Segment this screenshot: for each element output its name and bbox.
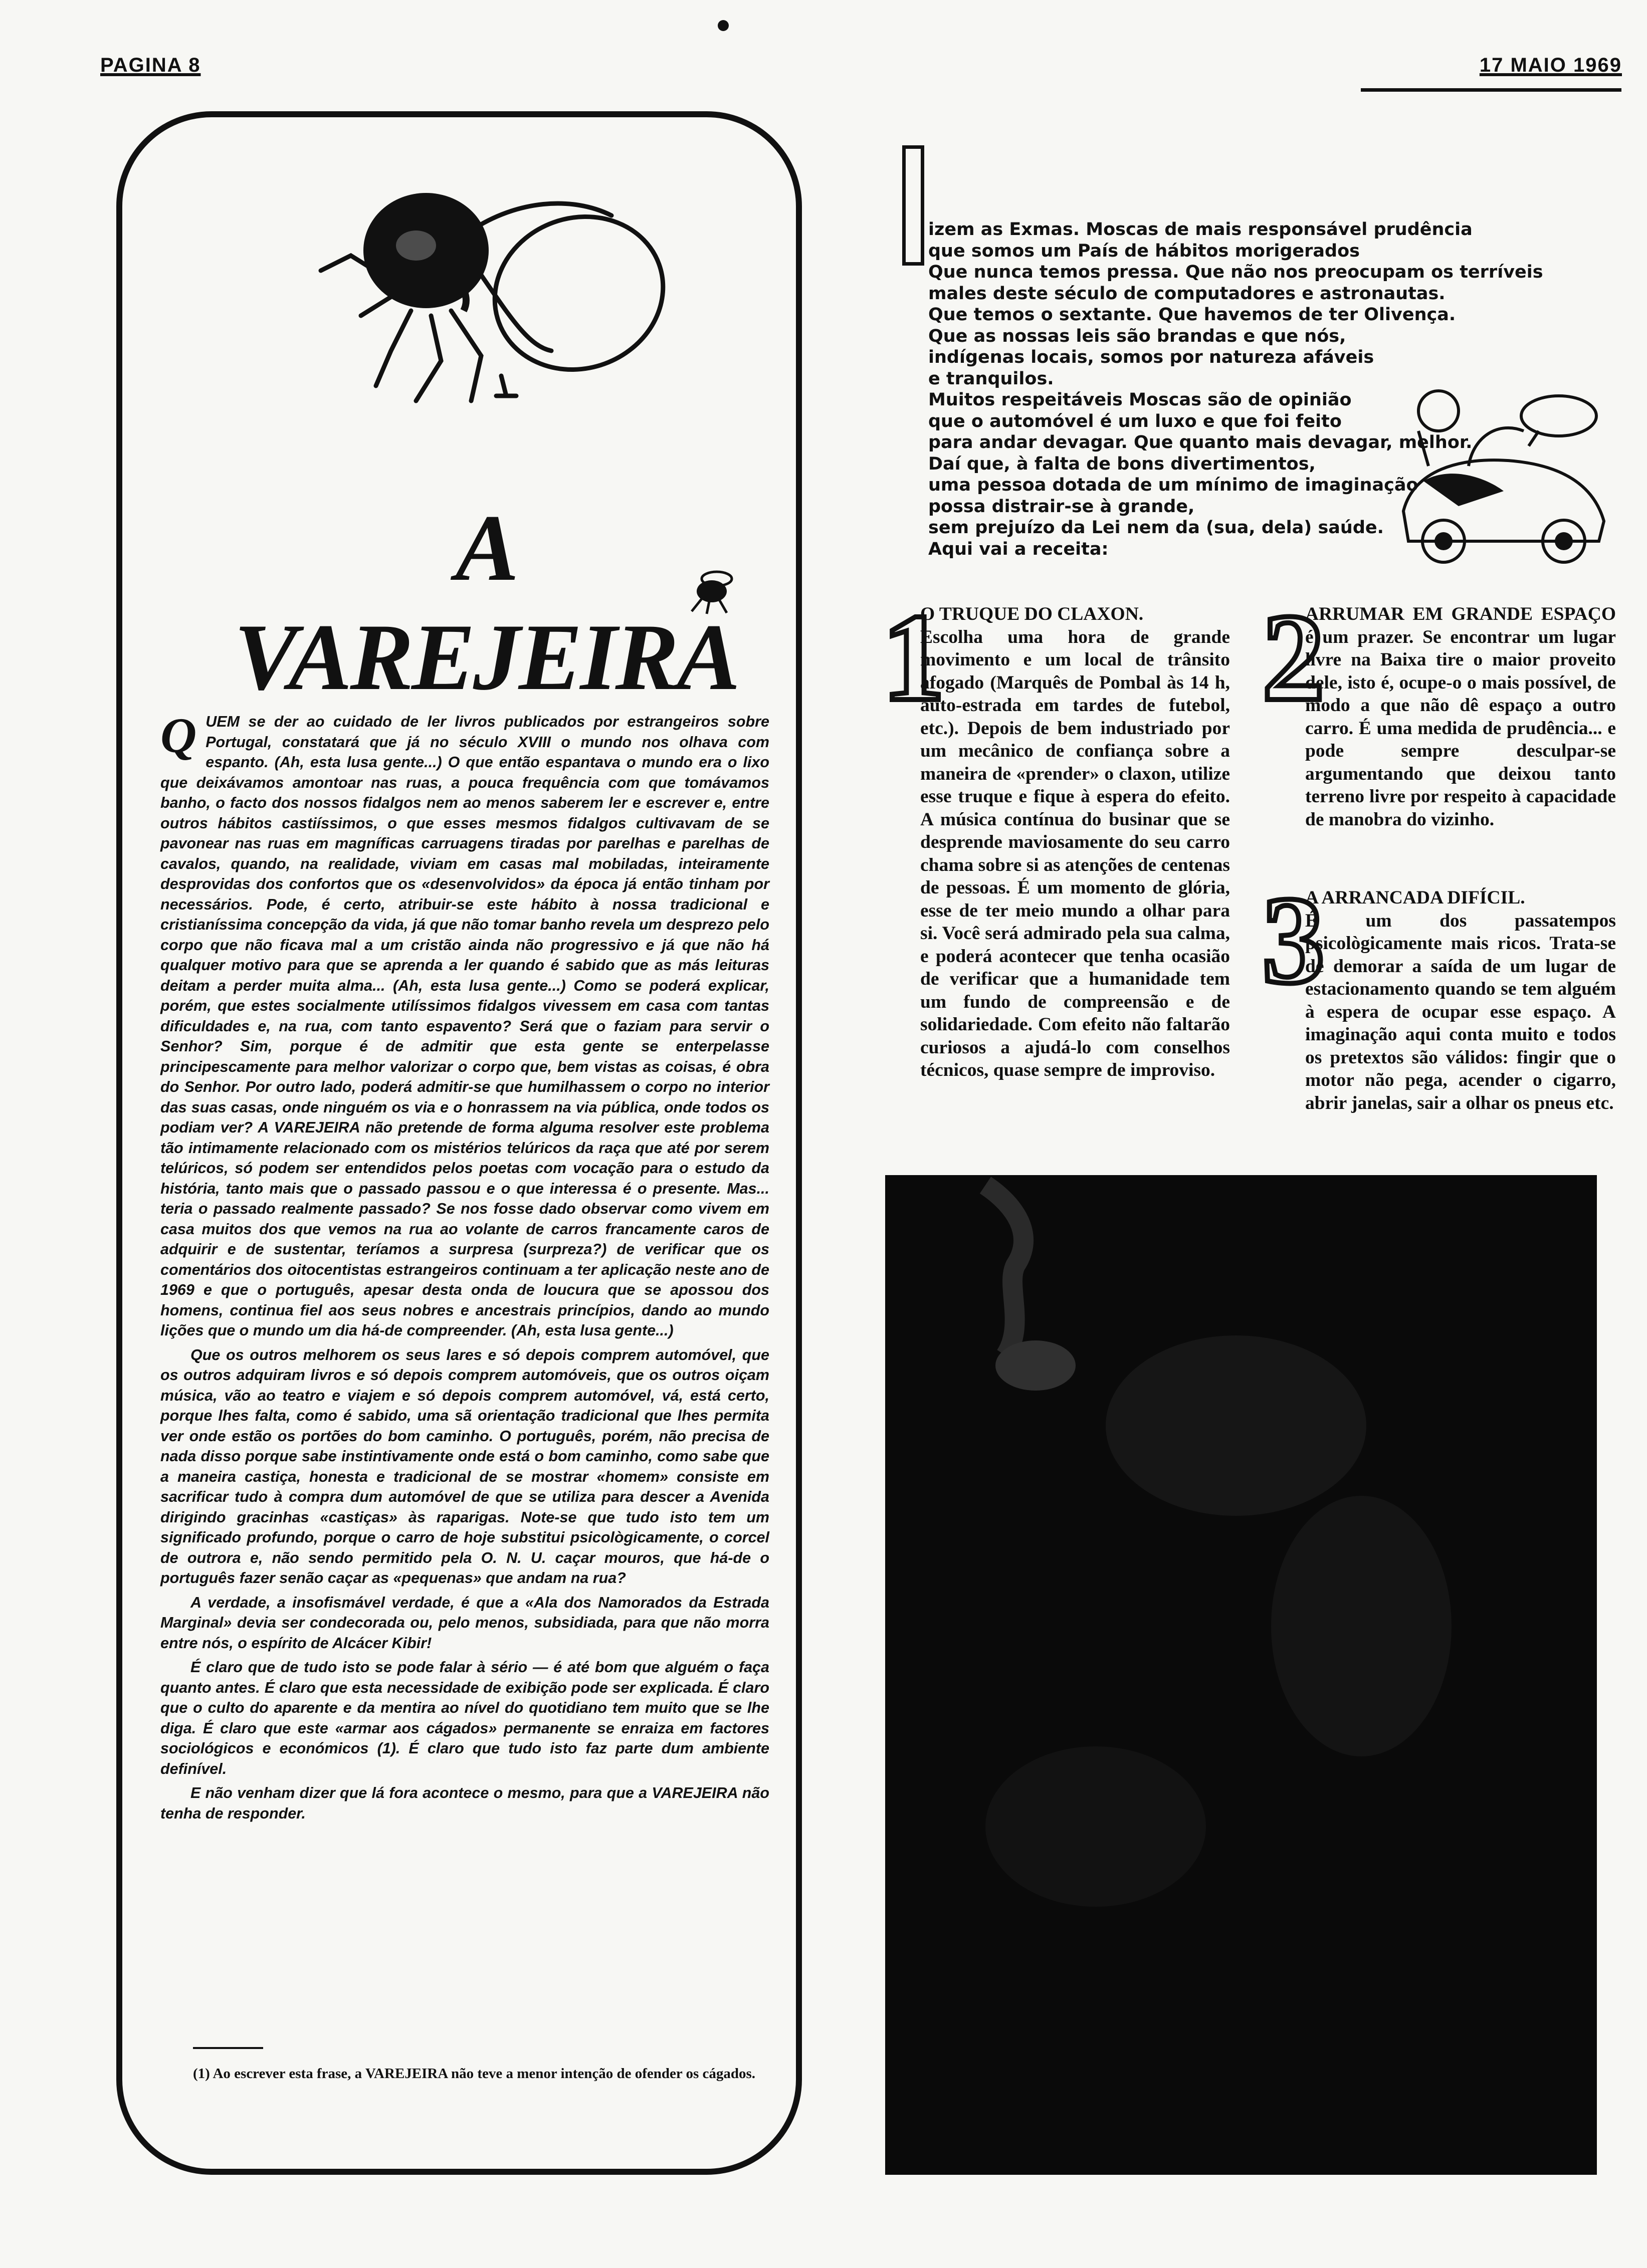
intro-line: Daí que, à falta de bons divertimentos, xyxy=(928,453,1316,474)
header-rule xyxy=(1361,88,1621,92)
intro-line: sem prejuízo da Lei nem da (sua, dela) saúde. xyxy=(928,518,1384,538)
section-title: O TRUQUE DO CLAXON. xyxy=(920,604,1144,624)
article-paragraph: É claro que de tudo isto se pode falar à sério — é até bom que alguém o faça quanto antes. É claro que esta necessidade de exibição pode ser explicada. É claro que o culto do aparente e da mentira ao nível do quotidiano tem muito que se lhe diga. É claro que este «armar aos cágados» permanente se enraiza em factores sociológicos e económicos (1). É claro que tudo isto faz parte dum ambiente definível. xyxy=(160,1659,769,1777)
intro-line: que somos um País de hábitos morigerados xyxy=(928,241,1360,261)
photo-texture xyxy=(885,1175,1597,2175)
car-cartoon-illustration xyxy=(1383,381,1619,571)
footnote: (1) Ao escrever esta frase, a VAREJEIRA não teve a menor intenção de ofender os cágados. xyxy=(193,2066,756,2082)
intro-line: Que nunca temos pressa. Que não nos preocupam os terríveis xyxy=(928,262,1543,282)
section-body: É um dos passatempos psicològicamente mais ricos. Trata-se de demorar a saída de um lugar de estacionamento quando se tem alguém à espera de ocupar esse espaço. A imaginação aqui conta muito e todos os pretextos são válidos: fingir que o motor não pega, acender o cigarro, abrir janelas, sair a olhar os pneus etc. xyxy=(1305,910,1616,1113)
article-paragraph: E não venham dizer que lá fora acontece o mesmo, para que a VAREJEIRA não tenha de responder. xyxy=(160,1784,769,1822)
intro-line: izem as Exmas. Moscas de mais responsável prudência xyxy=(928,219,1473,240)
intro-line: que o automóvel é um luxo e que foi feito xyxy=(928,411,1342,431)
intro-line: Aqui vai a receita: xyxy=(928,539,1109,559)
article-body xyxy=(160,708,769,1828)
article-drop-cap: Q xyxy=(160,708,197,763)
intro-line: Que temos o sextante. Que havemos de ter Olivença. xyxy=(928,305,1456,325)
intro-line: Que as nossas leis são brandas e que nós, xyxy=(928,326,1346,346)
intro-drop-cap-d xyxy=(902,145,924,266)
article-paragraph: A verdade, a insofismável verdade, é que a «Ala dos Namorados da Estrada Marginal» devia ser condecorada ou, pelo menos, subsidiada, para que não morra entre nós, o espírito de Alcácer Kibir! xyxy=(160,1594,769,1652)
ink-dot xyxy=(718,20,729,31)
masthead-title: A VAREJEIRA xyxy=(234,496,738,710)
article-paragraph: QUEM se der ao cuidado de ler livros publicados por estrangeiros sobre Portugal, constatará que já no século XVIII o mundo nos olhava com espanto. (Ah, esta lusa gente...) O que então espantava o mundo era o lixo que deixávamos amontoar nas ruas, a pouca frequência com que tomávamos banho, o facto dos nossos fidalgos nem ao menos saberem ler e escrever e, entre outros hábitos castiíssimos, o que esses mesmos fidalgos cultivavam de se pavonear nas ruas em magníficas carruagens tiradas por parelhas e parelhas de cavalos, quando, na realidade, viviam em casas mal mobiladas, inteiramente desprovidas dos confortos que os «desenvolvidos» da época já então tinham por necessários. Pode, é certo, atribuir-se este hábito à nossa tradicional e cristianíssima concepção da vida, já que não tomar banho revela um desprezo pelo corpo que não ficava mal a um cristão ainda não progressivo e já que não há qualquer motivo para que se aprenda a ler quando é sabido que as más leituras deitam a perder muita alma... (Ah, esta lusa gente...) Como se poderá explicar, porém, que estes socialmente utilíssimos fidalgos vivessem em casa com tantas dificuldades e, na rua, com tanto espavento? Será que o faziam para servir o Senhor? Sim, porque é de admitir que esta gente se enterpelasse principescamente para melhor valorizar o corpo que, bem vistas as coisas, é obra do Senhor. Por outro lado, poderá admitir-se que humilhassem o corpo no interior das suas casas, onde ninguém os via e o honrassem na via pública, onde todos os podiam ver? A VAREJEIRA não pretende de forma alguma resolver este problema tão intimamente relacionado com os mistérios telúricos da raça que até por serem telúricos, só podem ser entendidos pelos poetas com vocação para o estudo da história, tanto mais que o passado passou e o que interessa é o presente. Mas... teria o passado realmente passado? Se nos fosse dado observar como vivem em casa muitos dos que vemos na rua ao volante de carros francamente caros de adquirir e de sustentar, teríamos a surpresa (surpreza?) de verificar que os comentários dos oitocentistas estrangeiros continuam a ter aplicação neste ano de 1969 e que o português, apesar desta onda de loucura que se apossou dos homens, continua fiel aos seus nobres e ancestrais princípios, dando ao mundo lições que o mundo um dia há-de compreender. (Ah, esta lusa gente...) xyxy=(160,708,769,1339)
intro-line: e tranquilos. xyxy=(928,368,1054,389)
page-label: PAGINA 8 xyxy=(100,54,201,76)
section-number-2: 2 xyxy=(1262,588,1325,727)
small-fly-icon xyxy=(682,564,742,619)
footnote-rule xyxy=(193,2047,263,2049)
section-body: é um prazer. Se encontrar um lugar livre na Baixa tire o maior proveito dele, isto é, ocupe-o o mais possível, de modo a que não dê espaço a outro carro. É uma medida de prudência... e pode sempre desculpar-se argumentando que deixou tanto terreno livre por respeito à capacidade de manobra do vizinho. xyxy=(1305,626,1616,830)
section-2 xyxy=(1305,603,1616,831)
section-number-3: 3 xyxy=(1262,871,1325,1010)
section-number-1: 1 xyxy=(882,588,945,727)
intro-line: possa distrair-se à grande, xyxy=(928,496,1195,517)
intro-line: para andar devagar. Que quanto mais devagar, melhor. xyxy=(928,432,1473,452)
intro-line: uma pessoa dotada de um mínimo de imaginação xyxy=(928,475,1418,495)
section-title: ARRUMAR EM GRANDE ESPAÇO xyxy=(1305,604,1616,624)
intro-line: males deste século de computadores e astronautas. xyxy=(928,283,1446,304)
fly-illustration xyxy=(291,185,682,416)
section-body: Escolha uma hora de grande movimento e um local de trânsito afogado (Marquês de Pombal às 14 h, auto-estrada em tardes de futebol, etc.). Depois de bem industriado por um mecânico de confiança sobre a maneira de «prender» o claxon, utilize esse truque e fique à espera do efeito. A música contínua do businar que se desprende maviosamente do seu carro chama sobre si as atenções de centenas de pessoas. É um momento de glória, esse de ter meio mundo a olhar para si. Você será admirado pela sua calma, e poderá acontecer que tenha ocasião de verificar que a humanidade tem um fundo de compreensão e de solidariedade. Com efeito não faltarão curiosos a ajudá-lo com conselhos técnicos, quase sempre de improviso. xyxy=(920,626,1230,1080)
masthead-logo xyxy=(211,494,762,710)
issue-date: 17 MAIO 1969 xyxy=(1479,54,1622,76)
article-paragraph: Que os outros melhorem os seus lares e só depois comprem automóvel, que os outros adquiram livros e só depois comprem automóveis, que os outros oiçam música, vão ao teatro e viajem e só depois comprem automóvel, vá, está certo, porque lhes falta, como é sabido, uma sã orientação tradicional que lhes permita ver onde estão os portões do bom caminho. O português, porém, não precisa de nada disso porque sabe instintivamente onde está o bom caminho, como sabe que a maneira castiça, honesta e tradicional de se mostrar «homem» consiste em sacrificar tudo à compra dum automóvel de que se utiliza para descer a Avenida dirigindo gracinhas «castiças» às raparigas. Note-se que tudo isto tem um significado profundo, porque o carro de hoje substitui psicològicamente, o corcel de outrora e, não sendo permitido pela O. N. U. caçar mouros, que há-de o português fazer senão caçar as «pequenas» que andam na rua? xyxy=(160,1346,769,1586)
section-1 xyxy=(920,603,1230,1082)
section-title: A ARRANCADA DIFÍCIL. xyxy=(1305,887,1525,908)
intro-line: indígenas locais, somos por natureza afáveis xyxy=(928,347,1374,367)
dark-photograph xyxy=(885,1175,1597,2175)
section-3 xyxy=(1305,886,1616,1114)
intro-line: Muitos respeitáveis Moscas são de opinião xyxy=(928,390,1352,410)
